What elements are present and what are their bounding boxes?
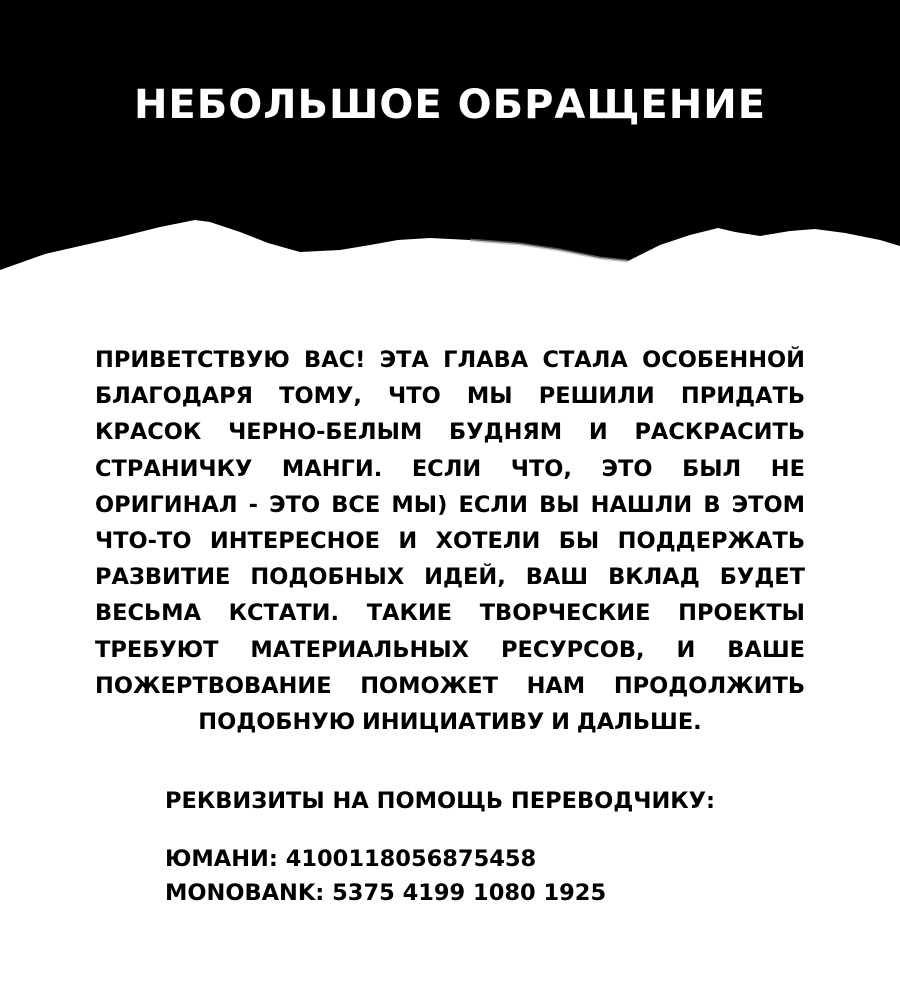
message-paragraph: ПРИВЕТСТВУЮ ВАС! ЭТА ГЛАВА СТАЛА ОСОБЕННОЙ БЛАГОДАРЯ ТОМУ, ЧТО МЫ РЕШИЛИ ПРИДАТЬ КРАСОК ЧЕРНО-БЕЛЫМ БУДНЯМ И РАСКРАСИТЬ СТРАНИЧКУ МАНГИ. ЕСЛИ ЧТО, ЭТО БЫЛ НЕ ОРИГИНАЛ - ЭТО ВСЕ МЫ) ЕСЛИ ВЫ НАШЛИ В ЭТОМ ЧТО-ТО ИНТЕРЕСНОЕ И ХОТЕЛИ БЫ ПОДДЕРЖАТЬ РАЗВИТИЕ ПОДОБНЫХ ИДЕЙ, ВАШ ВКЛАД БУДЕТ ВЕСЬМА КСТАТИ. ТАКИЕ ТВОРЧЕСКИЕ ПРОЕКТЫ ТРЕБУЮТ МАТЕРИАЛЬНЫХ РЕСУРСОВ, И ВАШЕ ПОЖЕРТВОВАНИЕ ПОМОЖЕТ НАМ ПРОДОЛЖИТЬ ПОДОБНУЮ ИНИЦИАТИВУ И ДАЛЬШЕ. bbox=[95, 347, 805, 736]
header-band bbox=[0, 0, 900, 280]
page-title: НЕБОЛЬШОЕ ОБРАЩЕНИЕ bbox=[133, 82, 767, 128]
requisite-monobank: MONOBANK: 5375 4199 1080 1925 bbox=[165, 880, 607, 906]
header-band-fill bbox=[0, 0, 900, 270]
requisites-heading: РЕКВИЗИТЫ НА ПОМОЩЬ ПЕРЕВОДЧИКУ: bbox=[165, 788, 716, 814]
requisite-yoomoney: ЮМАНИ: 4100118056875458 bbox=[165, 846, 537, 872]
requisites-list bbox=[165, 842, 865, 910]
torn-paper-header-shape bbox=[0, 0, 900, 280]
